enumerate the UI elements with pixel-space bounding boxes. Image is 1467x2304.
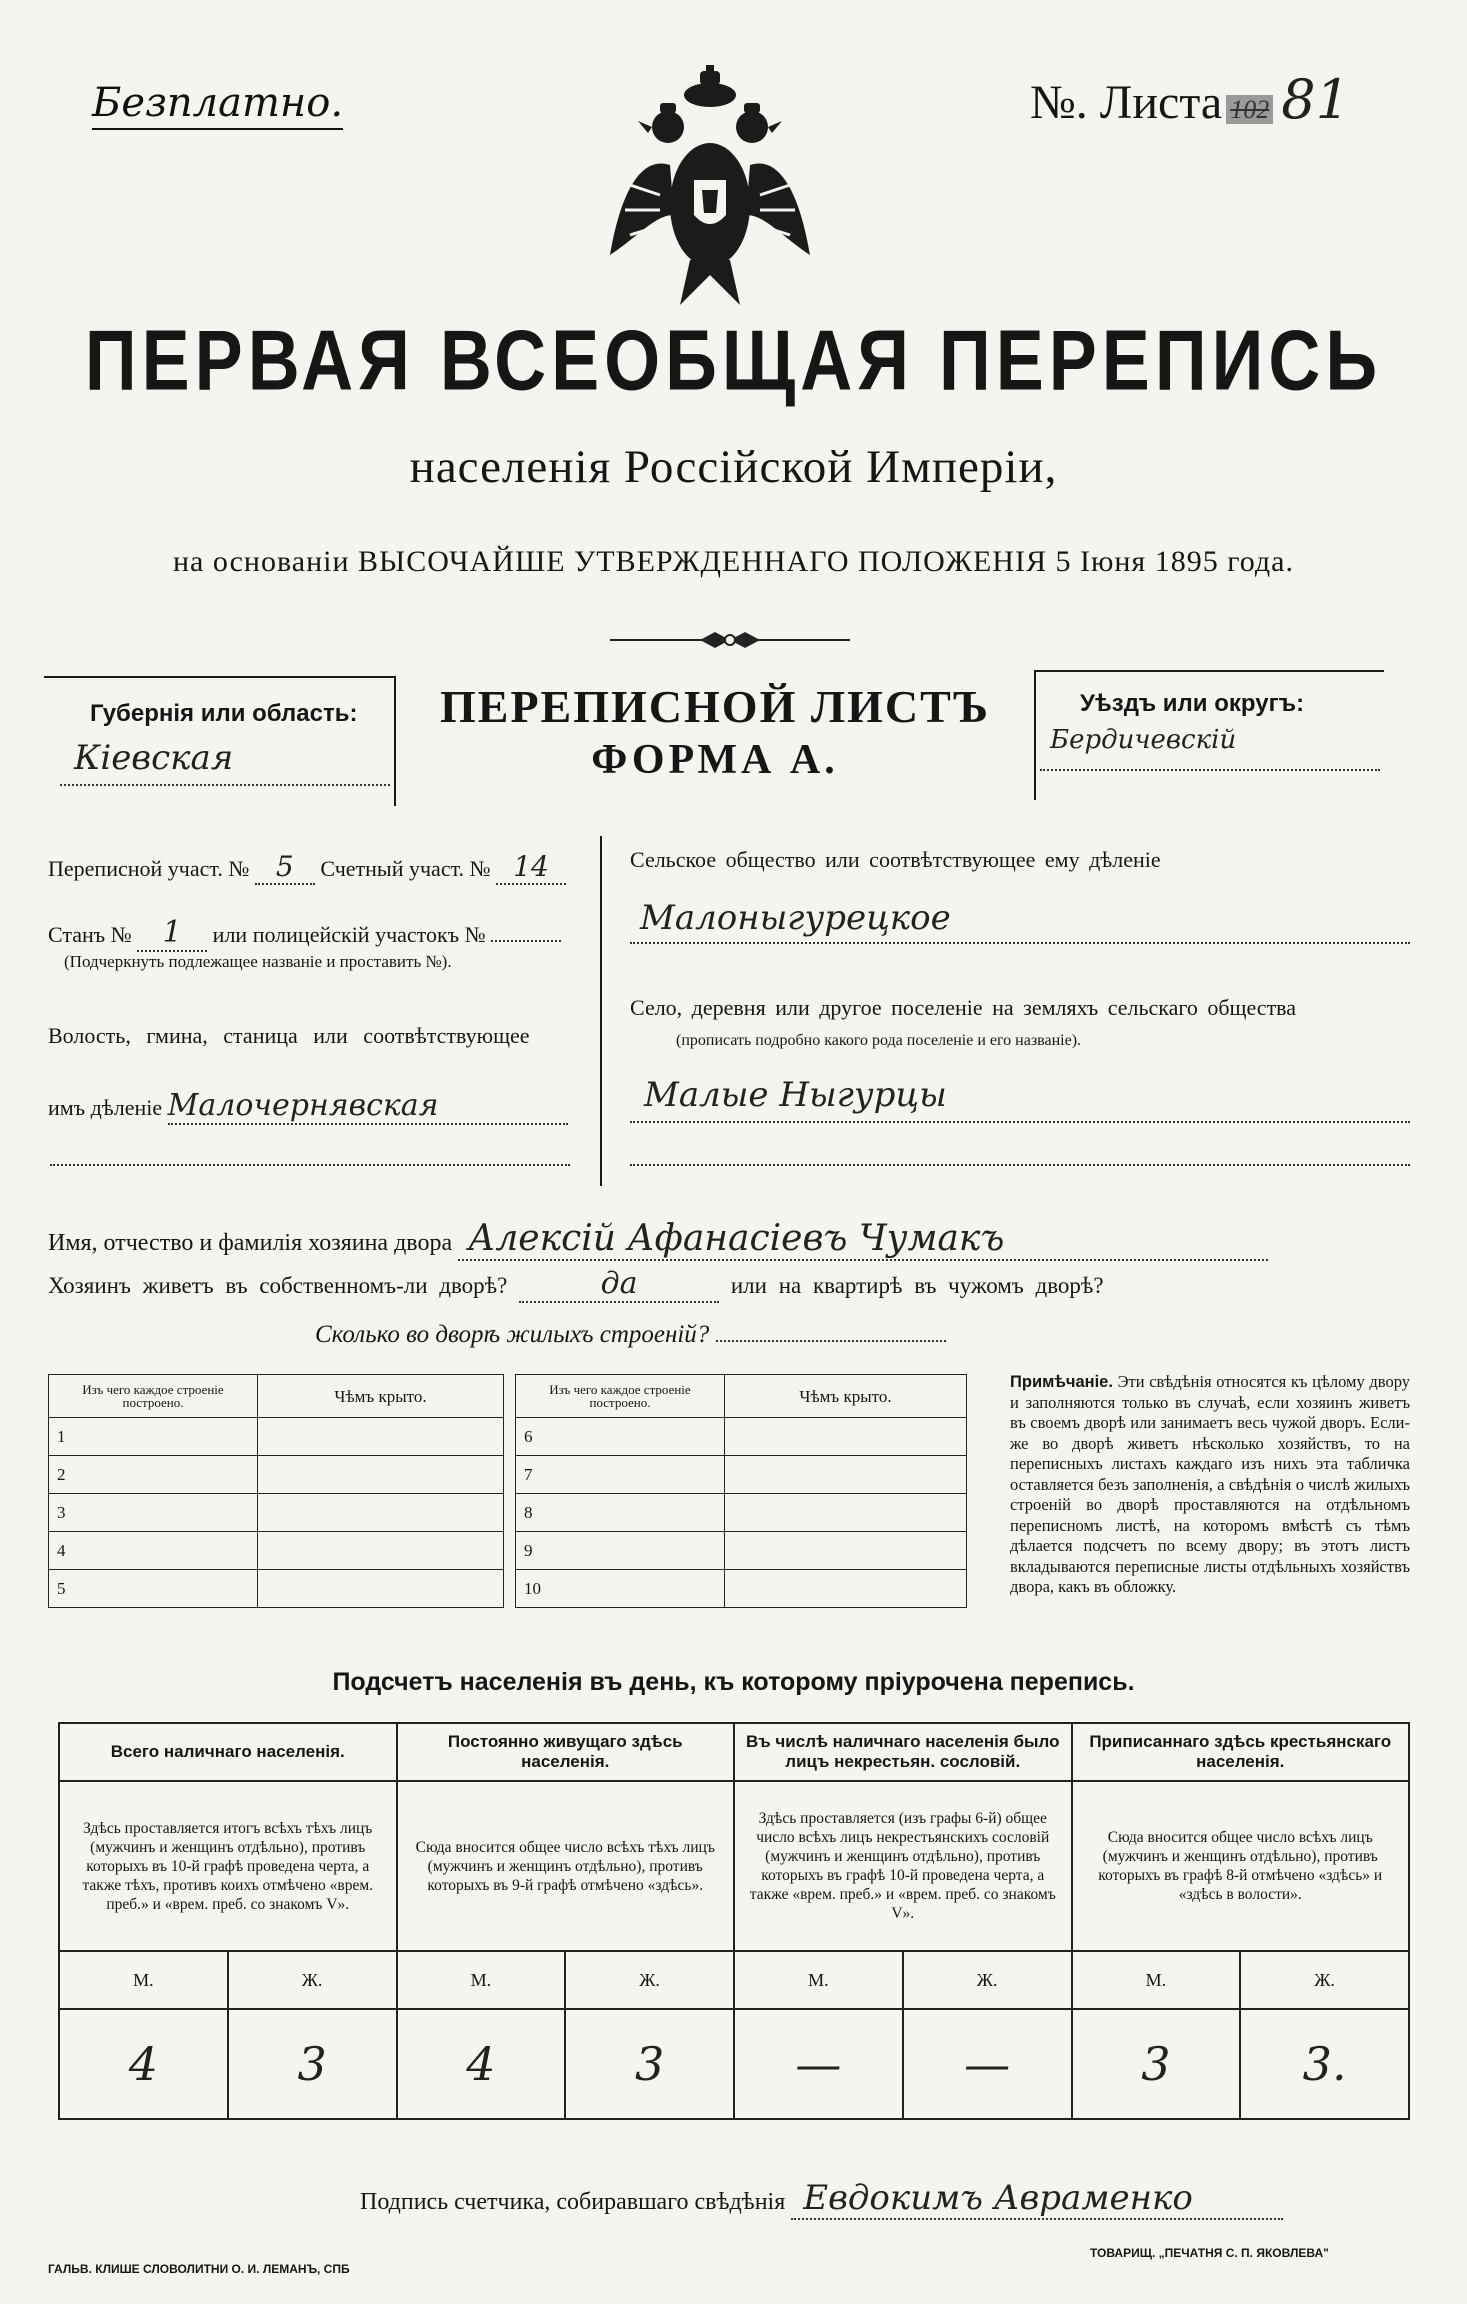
signature-label: Подпись счетчика, собиравшаго свѣдѣнія: [360, 2189, 786, 2215]
own-yard-label: Хозяинъ живетъ въ собственномъ-ли дворѣ?: [48, 1273, 508, 1298]
count-value-f-3: —: [903, 2009, 1072, 2119]
row-number: 6: [516, 1418, 725, 1456]
eagle-emblem: [600, 65, 820, 305]
sheet-number: [1030, 68, 1350, 131]
imprint-left: ГАЛЬВ. КЛИШЕ СЛОВОЛИТНИ О. И. ЛЕМАНЪ, СПБ: [48, 2262, 350, 2276]
note-title: Примѣчаніе.: [1010, 1373, 1113, 1391]
main-title: ПЕРВАЯ ВСЕОБЩАЯ ПЕРЕПИСЬ: [84, 313, 1383, 409]
province-box-top: [44, 676, 394, 678]
roof-cell: [258, 1418, 504, 1456]
census-section-label: Переписной участ. №: [48, 856, 250, 881]
count-heading-4: Приписаннаго здѣсь крестьянскаго населенія.: [1072, 1723, 1410, 1781]
buildings-col-material: Изъ чего каждое строеніе построено.: [49, 1375, 258, 1418]
count-value-f-2: 3: [565, 2009, 734, 2119]
roof-cell: [725, 1570, 967, 1608]
buildings-col-material: Изъ чего каждое строеніе построено.: [516, 1375, 725, 1418]
imprint-right: ТОВАРИЩ. „ПЕЧАТНЯ С. П. ЯКОВЛЕВА": [1090, 2246, 1329, 2260]
table-row: [49, 1570, 504, 1608]
roof-cell: [725, 1532, 967, 1570]
volost-label-1: Волость, гмина, станица или соотвѣтствующее: [48, 1023, 530, 1048]
row-number: 5: [49, 1570, 258, 1608]
table-row: [516, 1494, 967, 1532]
district-box-top: [1034, 670, 1384, 672]
volost-value: Малочернявская: [168, 1088, 568, 1125]
row-number: 10: [516, 1570, 725, 1608]
count-section-label: Счетный участ. №: [320, 856, 491, 881]
volost-label-2: имъ дѣленіе: [48, 1095, 163, 1120]
buildings-table-right: [515, 1374, 967, 1608]
roof-cell: [258, 1494, 504, 1532]
table-row: [516, 1418, 967, 1456]
village-note: (прописать подробно какого рода поселеніе и его названіе).: [676, 1032, 1082, 1049]
sheet-number-value: 81: [1281, 68, 1350, 131]
row-number: 9: [516, 1532, 725, 1570]
count-value-f-4: 3.: [1240, 2009, 1409, 2119]
count-desc-2: Сюда вносится общее число всѣхъ тѣхъ лицъ (мужчинъ и женщинъ отдѣльно), противъ которыхъ въ 9-й графѣ отмѣчено «здѣсь».: [397, 1781, 735, 1951]
province-field: [60, 738, 390, 786]
roof-cell: [725, 1418, 967, 1456]
district-value: Бердичевскій: [1050, 725, 1237, 755]
free-label: Безплатно.: [92, 80, 343, 130]
police-label: или полицейскій участокъ №: [212, 922, 486, 947]
society-label: Сельское общество или соотвѣтствующее ему дѣленіе: [630, 847, 1161, 872]
province-label: Губернія или область:: [90, 700, 358, 727]
police-note: (Подчеркнуть подлежащее названіе и проставить №).: [64, 952, 452, 971]
society-value: Малоныгурецкое: [640, 898, 951, 938]
count-m-label: М.: [59, 1951, 228, 2009]
count-f-label: Ж.: [565, 1951, 734, 2009]
society-field: [630, 898, 1410, 944]
row-number: 8: [516, 1494, 725, 1532]
district-field: [1040, 725, 1380, 771]
count-title: Подсчетъ населенія въ день, къ которому пріурочена перепись.: [332, 1668, 1135, 1696]
row-number: 1: [49, 1418, 258, 1456]
table-row: [516, 1570, 967, 1608]
stan-line: [48, 915, 561, 952]
count-value-m-4: 3: [1072, 2009, 1241, 2119]
buildings-table-left: [48, 1374, 504, 1608]
buildings-value: [716, 1340, 946, 1342]
owner-name-line: [48, 1218, 1268, 1261]
row-number: 2: [49, 1456, 258, 1494]
table-row: [49, 1418, 504, 1456]
note: [1010, 1372, 1410, 1598]
table-row: [49, 1494, 504, 1532]
row-number: 3: [49, 1494, 258, 1532]
village-label: Село, деревня или другое поселеніе на земляхъ сельскаго общества: [630, 995, 1297, 1020]
buildings-label: Сколько во дворѣ жилыхъ строеній?: [315, 1321, 710, 1348]
basis-line: на основаніи ВЫСОЧАЙШЕ УТВЕРЖДЕННАГО ПОЛОЖЕНІЯ 5 Іюня 1895 года.: [173, 545, 1294, 578]
stan-value: 1: [137, 915, 207, 952]
count-m-label: М.: [734, 1951, 903, 2009]
fields-divider: [600, 836, 602, 1186]
count-desc-4: Сюда вносится общее число всѣхъ лицъ (мужчинъ и женщинъ отдѣльно), противъ которыхъ въ графѣ 8-й отмѣчено «здѣсь» и «здѣсь в волости».: [1072, 1781, 1410, 1951]
count-value-m-3: —: [734, 2009, 903, 2119]
ornament-icon: [610, 628, 850, 652]
sheet-number-label: №. Листа: [1030, 76, 1223, 129]
roof-cell: [258, 1532, 504, 1570]
sheet-title: ПЕРЕПИСНОЙ ЛИСТЪ: [439, 681, 991, 732]
count-desc-1: Здѣсь проставляется итогъ всѣхъ тѣхъ лицъ (мужчинъ и женщинъ отдѣльно), противъ которыхъ въ 10-й графѣ проведена черта, а также тѣхъ, противъ коихъ отмѣчено «врем. преб.» и «врем. преб. со знакомъ V».: [59, 1781, 397, 1951]
village-extra-line: [630, 1150, 1410, 1166]
count-table: [58, 1722, 1410, 2120]
ornament-divider: [610, 628, 850, 652]
count-value-f-1: 3: [228, 2009, 397, 2119]
count-heading-3: Въ числѣ наличнаго населенія было лицъ некрестьян. сословій.: [734, 1723, 1072, 1781]
owner-name-value: Алексій Афанасіевъ Чумакъ: [458, 1218, 1268, 1261]
rent-label: или на квартирѣ въ чужомъ дворѣ?: [730, 1273, 1104, 1298]
count-desc-3: Здѣсь проставляется (изъ графы 6-й) общее число всѣхъ лицъ некрестьянскихъ сословій (мужчинъ и женщинъ отдѣльно), противъ которыхъ въ графѣ 10-й проведена черта, а также «врем. преб.» и «врем. преб. со знакомъ V».: [734, 1781, 1072, 1951]
count-m-label: М.: [1072, 1951, 1241, 2009]
police-value: [491, 940, 561, 942]
count-heading-2: Постоянно живущаго здѣсь населенія.: [397, 1723, 735, 1781]
signature-line: [360, 2178, 1283, 2220]
roof-cell: [725, 1456, 967, 1494]
count-f-label: Ж.: [1240, 1951, 1409, 2009]
table-row: [516, 1456, 967, 1494]
buildings-col-roof: Чѣмъ крыто.: [725, 1375, 967, 1418]
table-row: [49, 1456, 504, 1494]
buildings-line: [315, 1321, 946, 1349]
own-yard-value: да: [519, 1266, 719, 1303]
count-f-label: Ж.: [228, 1951, 397, 2009]
count-f-label: Ж.: [903, 1951, 1072, 2009]
village-field: [630, 1075, 1410, 1123]
form-title: ФОРМА А.: [591, 737, 839, 783]
row-number: 4: [49, 1532, 258, 1570]
count-m-label: М.: [397, 1951, 566, 2009]
own-yard-line: [48, 1266, 1104, 1303]
roof-cell: [258, 1570, 504, 1608]
district-label: Уѣздъ или округъ:: [1080, 690, 1305, 717]
signature-value: Евдокимъ Авраменко: [791, 2178, 1283, 2220]
table-row: [49, 1532, 504, 1570]
province-box-side: [394, 676, 396, 806]
note-text: Эти свѣдѣнія относятся къ цѣлому двору и заполняются только въ случаѣ, если хозяинъ живетъ въ своемъ дворѣ или занимаетъ весь чужой дворъ. Если-же во дворѣ живетъ нѣсколько хозяйствъ, то на переписныхъ листахъ каждаго изъ нихъ эта табличка оставляется безъ заполненія, а свѣдѣнія о числѣ жилыхъ строеній во дворѣ проставляются на отдѣльномъ переписномъ листѣ, на которомъ вмѣстѣ съ тѣмъ дѣлается подсчетъ по всему двору; въ этотъ листъ вкладываются переписные листы отдѣльныхъ хозяйствъ двора, какъ въ обложку.: [1010, 1372, 1411, 1596]
buildings-col-roof: Чѣмъ крыто.: [258, 1375, 504, 1418]
table-row: [516, 1532, 967, 1570]
row-number: 7: [516, 1456, 725, 1494]
census-section-line: [48, 850, 566, 885]
census-section-value: 5: [255, 850, 315, 885]
stan-label: Станъ №: [48, 922, 132, 947]
village-value: Малые Ныгурцы: [644, 1075, 947, 1115]
double-headed-eagle-icon: [600, 65, 820, 305]
province-value: Кіевская: [74, 738, 234, 778]
subtitle: населенія Россійской Имперіи,: [409, 441, 1058, 493]
roof-cell: [258, 1456, 504, 1494]
district-box-side: [1034, 670, 1036, 800]
count-section-value: 14: [496, 850, 566, 885]
count-value-m-1: 4: [59, 2009, 228, 2119]
roof-cell: [725, 1494, 967, 1532]
count-value-m-2: 4: [397, 2009, 566, 2119]
volost-extra-line: [50, 1150, 570, 1166]
sheet-number-struck: 102: [1226, 95, 1273, 124]
volost-line: [48, 1088, 568, 1125]
count-heading-1: Всего наличнаго населенія.: [59, 1723, 397, 1781]
owner-name-label: Имя, отчество и фамилія хозяина двора: [48, 1230, 453, 1256]
